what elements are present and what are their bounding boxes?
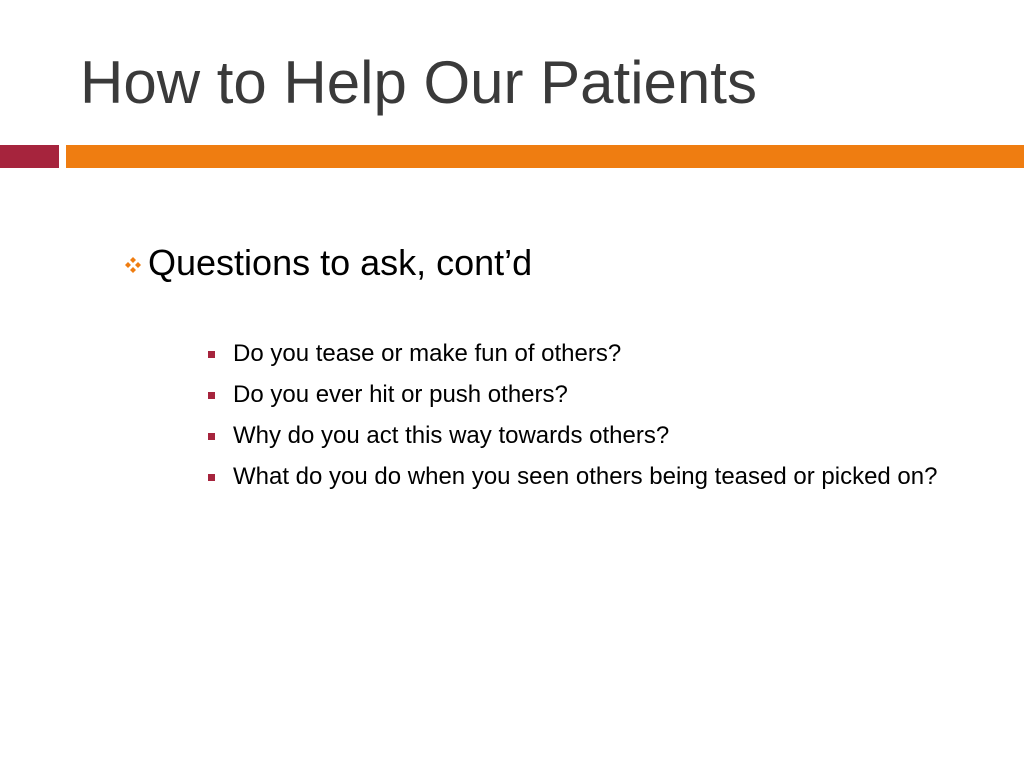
sub-bullet-item bbox=[205, 420, 995, 452]
square-bullet-icon bbox=[208, 433, 215, 440]
sub-bullet-item bbox=[205, 461, 995, 493]
sub-bullet-text: Do you tease or make fun of others? bbox=[233, 340, 622, 367]
bullet-text: Questions to ask, cont’d bbox=[148, 242, 533, 283]
accent-bar-right bbox=[66, 145, 1024, 168]
square-bullet-icon bbox=[208, 351, 215, 358]
four-diamond-icon bbox=[122, 254, 144, 276]
bullet-questions bbox=[122, 240, 532, 286]
sub-bullet-item bbox=[205, 379, 995, 411]
slide-title: How to Help Our Patients bbox=[80, 49, 757, 116]
sub-bullet-item bbox=[205, 338, 995, 370]
sub-bullet-text: What do you do when you seen others being teased or picked on? bbox=[233, 463, 938, 490]
sub-bullet-list bbox=[205, 338, 995, 502]
accent-bar-left bbox=[0, 145, 59, 168]
square-bullet-icon bbox=[208, 474, 215, 481]
sub-bullet-text: Do you ever hit or push others? bbox=[233, 381, 568, 408]
square-bullet-icon bbox=[208, 392, 215, 399]
sub-bullet-text: Why do you act this way towards others? bbox=[233, 422, 670, 449]
